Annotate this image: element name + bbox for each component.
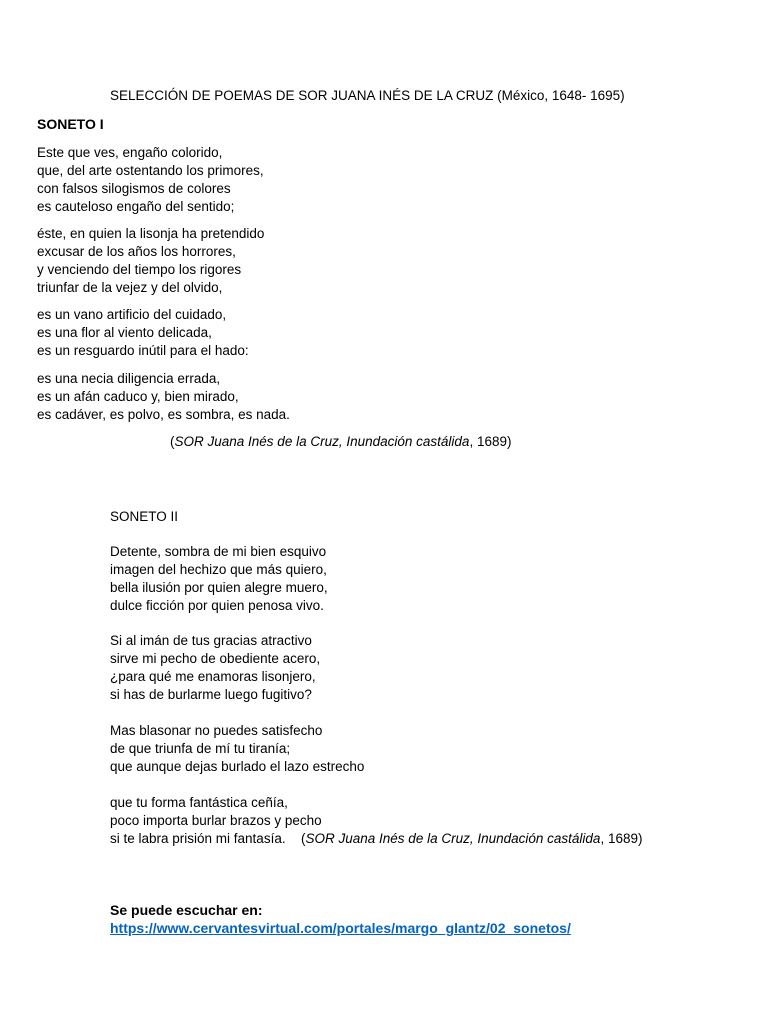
- poem-line: poco importa burlar brazos y pecho: [110, 813, 322, 828]
- soneto-1-stanza-3: [37, 306, 249, 360]
- soneto-2-citation: [301, 830, 642, 848]
- listen-label: Se puede escuchar en:: [110, 902, 263, 918]
- poem-line: ¿para qué me enamoras lisonjero,: [110, 669, 316, 684]
- soneto-2-heading: SONETO II: [110, 509, 179, 524]
- soneto-1-stanza-1: [37, 144, 264, 216]
- poem-line: es cadáver, es polvo, es sombra, es nada.: [37, 407, 290, 422]
- citation-author: SOR Juana Inés de la Cruz,: [305, 831, 478, 846]
- citation-work: Inundación castálida: [477, 831, 601, 846]
- poem-line: Si al imán de tus gracias atractivo: [110, 633, 312, 648]
- soneto-2-stanza-4: [110, 794, 322, 848]
- citation-year: , 1689): [600, 831, 643, 846]
- poem-line: triunfar de la vejez y del olvido,: [37, 280, 223, 295]
- citation-year: , 1689): [469, 434, 512, 449]
- soneto-1-stanza-2: [37, 225, 264, 297]
- poem-line: es cauteloso engaño del sentido;: [37, 199, 235, 214]
- poem-line: dulce ficción por quien penosa vivo.: [110, 598, 324, 613]
- poem-line: éste, en quien la lisonja ha pretendido: [37, 226, 265, 241]
- listen-section: [110, 901, 571, 937]
- soneto-2-stanza-3: [110, 722, 364, 776]
- poem-line: Detente, sombra de mi bien esquivo: [110, 544, 327, 559]
- poem-line: y venciendo del tiempo los rigores: [37, 262, 242, 277]
- poem-line: si te labra prisión mi fantasía.: [110, 831, 286, 846]
- poem-line: Mas blasonar no puedes satisfecho: [110, 723, 323, 738]
- soneto-1-stanza-4: [37, 370, 290, 424]
- citation-author: SOR Juana Inés de la Cruz,: [174, 434, 347, 449]
- soneto-2-stanza-2: [110, 632, 320, 704]
- cervantes-virtual-link[interactable]: https://www.cervantesvirtual.com/portales/margo_glantz/02_sonetos/: [110, 920, 571, 936]
- citation-open: (: [301, 831, 306, 846]
- poem-line: sirve mi pecho de obediente acero,: [110, 651, 321, 666]
- poem-line: es un afán caduco y, bien mirado,: [37, 389, 239, 404]
- poem-line: excusar de los años los horrores,: [37, 244, 236, 259]
- poem-line: es un vano artificio del cuidado,: [37, 307, 227, 322]
- page-title: SELECCIÓN DE POEMAS DE SOR JUANA INÉS DE LA CRUZ (México, 1648- 1695): [110, 88, 625, 103]
- poem-line: imagen del hechizo que más quiero,: [110, 562, 327, 577]
- poem-line: es un resguardo inútil para el hado:: [37, 343, 249, 358]
- poem-line: que tu forma fantástica ceñía,: [110, 795, 288, 810]
- poem-line: es una necia diligencia errada,: [37, 371, 221, 386]
- poem-line: si has de burlarme luego fugitivo?: [110, 687, 312, 702]
- poem-line: de que triunfa de mí tu tiranía;: [110, 741, 291, 756]
- soneto-1-heading: SONETO I: [37, 116, 104, 132]
- poem-line: Este que ves, engaño colorido,: [37, 145, 223, 160]
- soneto-1-citation: [170, 433, 511, 451]
- poem-line: con falsos silogismos de colores: [37, 181, 231, 196]
- citation-work: Inundación castálida: [346, 434, 470, 449]
- soneto-2-stanza-1: [110, 543, 328, 615]
- poem-line: bella ilusión por quien alegre muero,: [110, 580, 328, 595]
- poem-line: que aunque dejas burlado el lazo estrecho: [110, 759, 365, 774]
- poem-line: que, del arte ostentando los primores,: [37, 163, 264, 178]
- poem-line: es una flor al viento delicada,: [37, 325, 212, 340]
- citation-open: (: [170, 434, 175, 449]
